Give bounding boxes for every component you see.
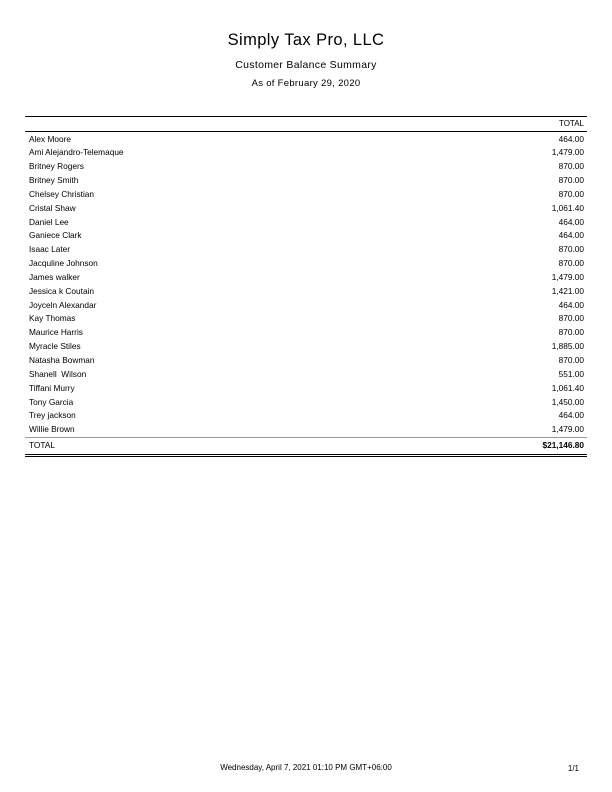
customer-balance: 1,061.40: [551, 202, 584, 213]
total-row: [25, 437, 587, 453]
customer-name: Jacquline Johnson: [29, 258, 98, 269]
customer-balance: 464.00: [558, 299, 584, 310]
footer-timestamp: Wednesday, April 7, 2021 01:10 PM GMT+06:00: [220, 763, 392, 772]
table-row: [25, 146, 587, 160]
customer-name: Shanell Wilson: [29, 368, 87, 379]
customer-name: Jessica k Coutain: [29, 285, 95, 296]
table-row: [25, 132, 587, 146]
customer-balance: 1,479.00: [551, 271, 584, 282]
total-double-rule: [25, 454, 587, 457]
customer-balance: 870.00: [558, 175, 584, 186]
customer-balance: 1,479.00: [551, 147, 584, 158]
table-row: [25, 201, 587, 215]
customer-name: Trey jackson: [29, 410, 76, 421]
customer-name: Willie Brown: [29, 424, 75, 435]
customer-name: Maurice Harris: [29, 327, 83, 338]
table-row: [25, 312, 587, 326]
table-row: [25, 229, 587, 243]
table-row: [25, 326, 587, 340]
table-row: [25, 174, 587, 188]
total-label: TOTAL: [29, 439, 55, 450]
report-title: Customer Balance Summary: [235, 59, 377, 71]
table-row: [25, 187, 587, 201]
customer-name: Cristal Shaw: [29, 202, 76, 213]
table-row: [25, 243, 587, 257]
customer-name: Chelsey Christian: [29, 188, 95, 199]
table-row: [25, 160, 587, 174]
table-row: [25, 354, 587, 368]
customer-balance: 870.00: [558, 161, 584, 172]
customer-balance: 1,479.00: [551, 424, 584, 435]
customer-balance: 551.00: [558, 368, 584, 379]
customer-balance: 870.00: [558, 244, 584, 255]
table-row: [25, 395, 587, 409]
table-row: [25, 340, 587, 354]
customer-balance: 1,885.00: [551, 341, 584, 352]
customer-name: Tiffani Murry: [29, 382, 75, 393]
customer-balance: 870.00: [558, 313, 584, 324]
table-row: [25, 215, 587, 229]
customer-balance: 464.00: [558, 410, 584, 421]
customer-name: Britney Smith: [29, 175, 79, 186]
table-row: [25, 423, 587, 437]
customer-balance: 464.00: [558, 133, 584, 144]
customer-name: Isaac Later: [29, 244, 71, 255]
customer-name: Ami Alejandro-Telemaque: [29, 147, 124, 158]
column-header-row: [25, 117, 587, 132]
customer-balance: 870.00: [558, 188, 584, 199]
table-row: [25, 367, 587, 381]
customer-balance: 1,421.00: [551, 285, 584, 296]
table-row: [25, 409, 587, 423]
customer-name: James walker: [29, 271, 80, 282]
company-name: Simply Tax Pro, LLC: [227, 31, 385, 49]
report-date: As of February 29, 2020: [251, 78, 361, 89]
column-header-total: TOTAL: [558, 119, 584, 128]
table-row: [25, 257, 587, 271]
customer-name: Joyceln Alexandar: [29, 299, 97, 310]
customer-name: Myracle Stiles: [29, 341, 81, 352]
customer-name: Daniel Lee: [29, 216, 69, 227]
customer-balance: 1,450.00: [551, 396, 584, 407]
table-row: [25, 284, 587, 298]
customer-balance: 870.00: [558, 327, 584, 338]
table-row: [25, 270, 587, 284]
customer-balance: 870.00: [558, 258, 584, 269]
customer-name: Britney Rogers: [29, 161, 84, 172]
total-amount: $21,146.80: [542, 439, 584, 450]
customer-name: Kay Thomas: [29, 313, 76, 324]
customer-balance: 1,061.40: [551, 382, 584, 393]
balance-table: [25, 116, 587, 457]
page-number: 1/1: [567, 764, 579, 773]
table-body: [25, 132, 587, 437]
customer-balance: 464.00: [558, 230, 584, 241]
customer-balance: 464.00: [558, 216, 584, 227]
customer-name: Tony Garcia: [29, 396, 74, 407]
customer-balance: 870.00: [558, 355, 584, 365]
table-row: [25, 381, 587, 395]
customer-name: Alex Moore: [29, 133, 71, 144]
customer-name: Natasha Bowman: [29, 355, 95, 365]
customer-name: Ganiece Clark: [29, 230, 82, 241]
table-row: [25, 298, 587, 312]
